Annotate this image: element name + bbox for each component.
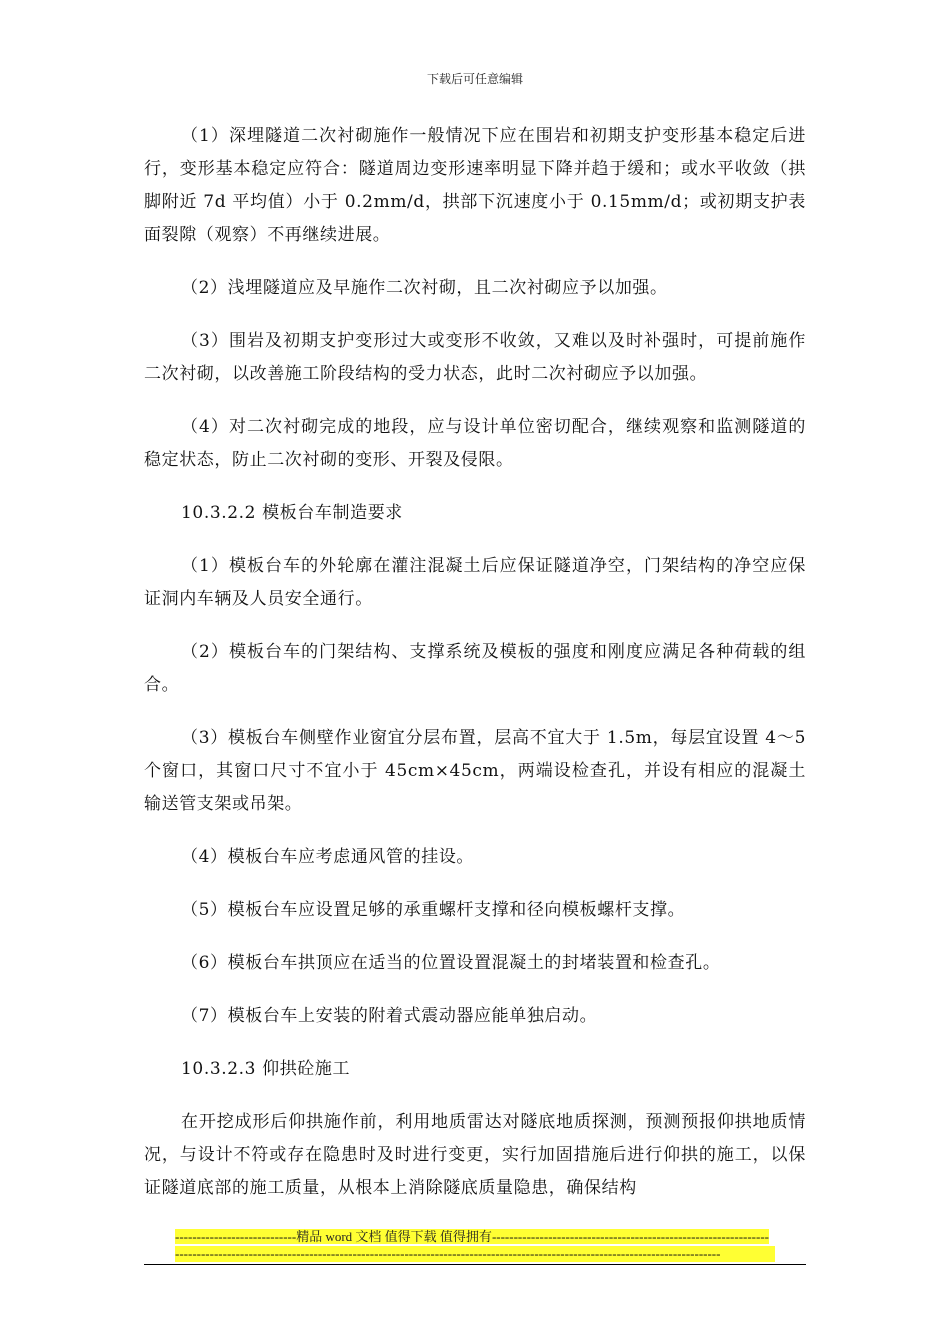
paragraph-shallow-tunnel: （2）浅埋隧道应及早施作二次衬砌，且二次衬砌应予以加强。 [181,278,668,298]
footer-banner [175,1228,775,1246]
footer-dash-line: ------------------------------------------------------------------------------------------------------------------------------ [175,1246,775,1262]
paragraph-formwork-3: （3）模板台车侧壁作业窗宜分层布置，层高不宜大于 1.5m，每层宜设置 4～5 个窗口，其窗口尺寸不宜小于 45cm×45cm，两端设检查孔，并设有相应的混凝土输送管支架或吊架。 [144,728,806,814]
document-body [144,120,806,1225]
paragraph-formwork-2: （2）模板台车的门架结构、支撑系统及模板的强度和刚度应满足各种荷载的组合。 [144,642,806,695]
footer-dashes-right: ---------------------------------------------------------------- [491,1229,769,1244]
section-heading-formwork: 10.3.2.2 模板台车制造要求 [181,503,403,523]
paragraph-formwork-6: （6）模板台车拱顶应在适当的位置设置混凝土的封堵装置和检查孔。 [181,953,721,973]
footer-label: 精品 word 文档 值得下载 值得拥有 [296,1229,492,1244]
footer-rule [144,1264,806,1265]
paragraph-formwork-4: （4）模板台车应考虑通风管的挂设。 [181,847,475,867]
paragraph-monitoring: （4）对二次衬砌完成的地段，应与设计单位密切配合，继续观察和监测隧道的稳定状态，防止二次衬砌的变形、开裂及侵限。 [144,417,806,470]
paragraph-formwork-1: （1）模板台车的外轮廓在灌注混凝土后应保证隧道净空，门架结构的净空应保证洞内车辆及人员安全通行。 [144,556,806,609]
page-header: 下载后可任意编辑 [426,72,523,86]
section-heading-invert: 10.3.2.3 仰拱砼施工 [181,1059,351,1079]
paragraph-invert: 在开挖成形后仰拱施作前，利用地质雷达对隧底地质探测，预测预报仰拱地质情况，与设计不符或存在隐患时及时进行变更，实行加固措施后进行仰拱的施工，以保证隧道底部的施工质量，从根本上消除隧底质量隐患，确保结构 [144,1112,806,1198]
footer-dashes-left: ---------------------------- [175,1229,297,1244]
paragraph-formwork-5: （5）模板台车应设置足够的承重螺杆支撑和径向模板螺杆支撑。 [181,900,686,920]
paragraph-deformation: （3）围岩及初期支护变形过大或变形不收敛，又难以及时补强时，可提前施作二次衬砌，以改善施工阶段结构的受力状态，此时二次衬砌应予以加强。 [144,331,806,384]
paragraph-deep-tunnel-lining: （1）深埋隧道二次衬砌施作一般情况下应在围岩和初期支护变形基本稳定后进行，变形基本稳定应符合：隧道周边变形速率明显下降并趋于缓和；或水平收敛（拱脚附近 7d 平均值）小于 0.2mm/d，拱部下沉速度小于 0.15mm/d；或初期支护表面裂隙（观察）不再继续进展。 [144,126,806,245]
paragraph-formwork-7: （7）模板台车上安装的附着式震动器应能单独启动。 [181,1006,598,1026]
